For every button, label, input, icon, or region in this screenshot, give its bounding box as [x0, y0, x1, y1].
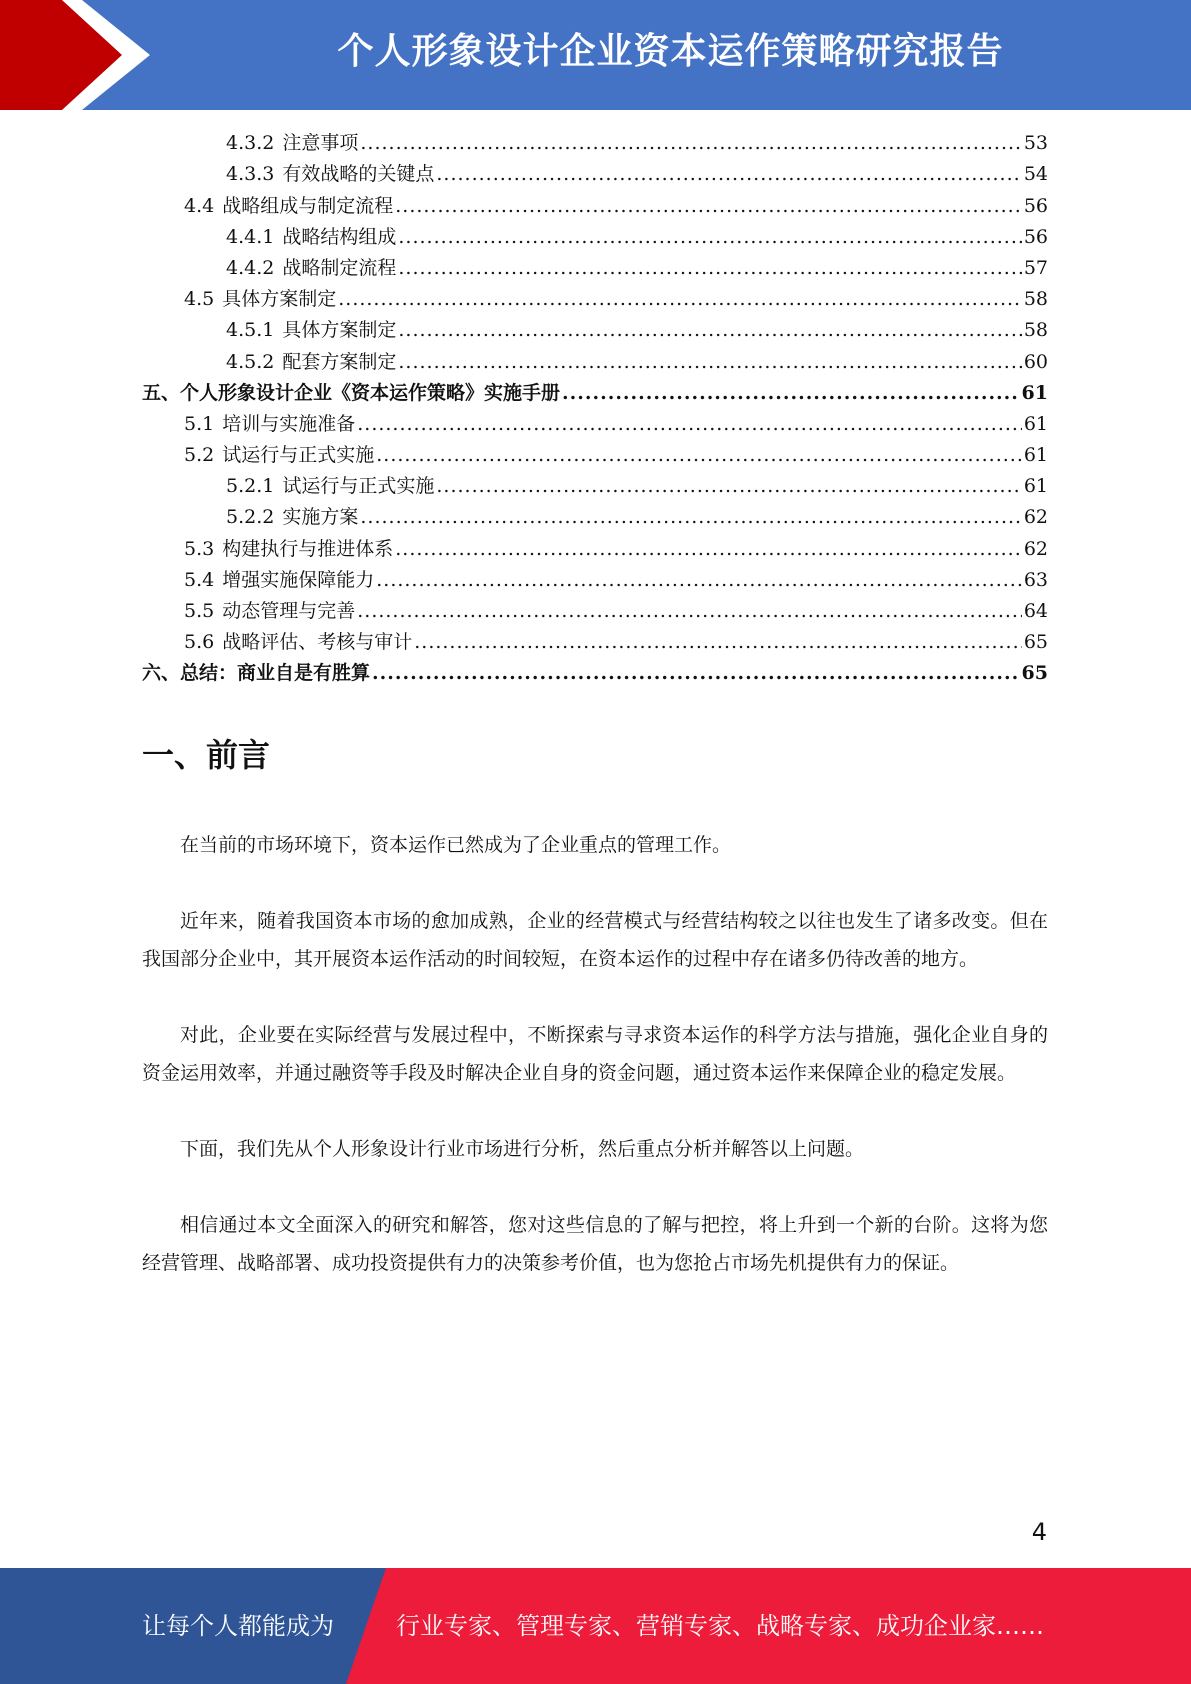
- toc-leader-dots: [395, 191, 1022, 222]
- toc-entry[interactable]: [142, 440, 1048, 471]
- toc-entry[interactable]: [142, 471, 1048, 502]
- toc-entry-number: 5.2: [184, 444, 215, 467]
- toc-leader-dots: [376, 565, 1022, 596]
- toc-leader-dots: [414, 627, 1022, 658]
- toc-entry-number: 4.4: [184, 194, 215, 217]
- toc-entry-page: 61: [1023, 444, 1048, 467]
- toc-entry-number: 4.3.2: [226, 132, 275, 155]
- toc-entry-page: 56: [1023, 194, 1048, 217]
- toc-entry[interactable]: [142, 596, 1048, 627]
- toc-entry[interactable]: [142, 315, 1048, 346]
- toc-entry-title: 具体方案制定: [222, 288, 337, 311]
- toc-entry-title: 构建执行与推进体系: [222, 537, 394, 560]
- toc-entry-title: 增强实施保障能力: [222, 568, 375, 591]
- footer-banner: [0, 1568, 1191, 1684]
- toc-entry-number: 4.4.1: [226, 225, 275, 248]
- toc-entry-title: 五、个人形象设计企业《资本运作策略》实施手册: [142, 381, 561, 404]
- toc-entry-number: 5.2.1: [226, 475, 275, 498]
- toc-entry-page: 61: [1021, 381, 1048, 404]
- toc-entry-title: 培训与实施准备: [222, 412, 356, 435]
- toc-entry-page: 65: [1023, 631, 1048, 654]
- toc-entry[interactable]: [142, 409, 1048, 440]
- toc-leader-dots: [395, 534, 1022, 565]
- toc-entry-number: 4.4.2: [226, 256, 275, 279]
- toc-entry-page: 60: [1023, 350, 1048, 373]
- toc-entry-title: 具体方案制定: [282, 319, 397, 342]
- toc-entry-title: 试运行与正式实施: [222, 444, 375, 467]
- toc-entry[interactable]: [142, 253, 1048, 284]
- toc-entry-title: 注意事项: [282, 132, 359, 155]
- paragraph: 对此，企业要在实际经营与发展过程中，不断探索与寻求资本运作的科学方法与措施，强化企业自身的资金运用效率，并通过融资等手段及时解决企业自身的资金问题，通过资本运作来保障企业的稳定发展。: [142, 1024, 1048, 1084]
- toc-entry[interactable]: [142, 284, 1048, 315]
- toc-leader-dots: [376, 440, 1022, 471]
- toc-leader-dots: [398, 347, 1021, 378]
- toc-entry-title: 战略组成与制定流程: [222, 194, 394, 217]
- section-heading: 一、前言: [142, 736, 271, 774]
- toc-entry[interactable]: [142, 346, 1048, 377]
- toc-leader-dots: [398, 253, 1021, 284]
- toc-entry-title: 动态管理与完善: [222, 600, 356, 622]
- toc-entry[interactable]: [142, 378, 1048, 409]
- paragraph: 相信通过本文全面深入的研究和解答，您对这些信息的了解与把控，将上升到一个新的台阶。这将为您经营管理、战略部署、成功投资提供有力的决策参考价值，也为您抢占市场先机提供有力的保证。: [142, 1214, 1048, 1274]
- toc-entry-page: 64: [1023, 600, 1048, 622]
- toc-leader-dots: [398, 222, 1021, 253]
- toc-entry-page: 65: [1021, 662, 1048, 685]
- toc-leader-dots: [360, 502, 1021, 533]
- toc-leader-dots: [436, 471, 1021, 502]
- paragraph: 下面，我们先从个人形象设计行业市场进行分析，然后重点分析并解答以上问题。: [180, 1138, 865, 1160]
- paragraph: 近年来，随着我国资本市场的愈加成熟，企业的经营模式与经营结构较之以往也发生了诸多改变。但在我国部分企业中，其开展资本运作活动的时间较短，在资本运作的过程中存在诸多仍待改善的地方。: [142, 910, 1048, 970]
- toc-entry-page: 53: [1023, 132, 1048, 155]
- toc-entry-number: 5.3: [184, 537, 215, 560]
- toc-entry-title: 六、总结：商业自是有胜算: [142, 662, 371, 685]
- toc-entry-page: 58: [1023, 319, 1048, 342]
- toc-leader-dots: [360, 128, 1021, 159]
- toc-leader-dots: [338, 284, 1022, 315]
- toc-entry-page: 62: [1023, 537, 1048, 560]
- section-body: [142, 826, 1048, 1320]
- toc-entry-title: 战略制定流程: [282, 256, 397, 279]
- toc-leader-dots: [398, 315, 1021, 346]
- toc-entry-number: 4.5: [184, 288, 215, 311]
- toc-entry-page: 62: [1023, 506, 1048, 529]
- toc-entry[interactable]: [142, 159, 1048, 190]
- toc-entry-number: 5.2.2: [226, 506, 275, 529]
- toc-entry-number: 5.6: [184, 631, 215, 654]
- toc-entry-page: 57: [1023, 256, 1048, 279]
- toc-leader-dots: [357, 409, 1022, 440]
- toc-entry-number: 5.5: [184, 600, 215, 622]
- toc-leader-dots: [436, 159, 1021, 190]
- toc-entry[interactable]: [142, 190, 1048, 221]
- footer-slogan-right: 行业专家、管理专家、营销专家、战略专家、成功企业家……: [396, 1612, 1044, 1640]
- header-banner: [0, 0, 1191, 110]
- paragraph: 在当前的市场环境下，资本运作已然成为了企业重点的管理工作。: [180, 834, 732, 856]
- toc-entry[interactable]: [142, 502, 1048, 533]
- toc-leader-dots: [357, 596, 1022, 627]
- toc-entry-title: 实施方案: [282, 506, 359, 529]
- toc-entry-title: 有效战略的关键点: [282, 163, 435, 186]
- toc-entry-title: 战略结构组成: [282, 225, 397, 248]
- toc-entry-page: 63: [1023, 568, 1048, 591]
- toc-entry[interactable]: [142, 627, 1048, 658]
- toc-entry-title: 试运行与正式实施: [282, 475, 435, 498]
- toc-entry-page: 56: [1023, 225, 1048, 248]
- toc-entry[interactable]: [142, 658, 1048, 689]
- toc-entry-page: 54: [1023, 163, 1048, 186]
- toc-entry-number: 5.4: [184, 568, 215, 591]
- toc-entry-number: 4.3.3: [226, 163, 275, 186]
- toc-entry-page: 61: [1023, 475, 1048, 498]
- toc-entry-title: 配套方案制定: [282, 350, 397, 373]
- toc-entry[interactable]: [142, 222, 1048, 253]
- footer-slogan-left: 让每个人都能成为: [142, 1612, 334, 1640]
- toc-entry-title: 战略评估、考核与审计: [222, 631, 413, 654]
- toc-entry-number: 5.1: [184, 412, 215, 435]
- toc-entry[interactable]: [142, 533, 1048, 564]
- toc-entry-number: 4.5.1: [226, 319, 275, 342]
- toc-entry-page: 61: [1023, 412, 1048, 435]
- toc-entry[interactable]: [142, 128, 1048, 159]
- table-of-contents: [142, 128, 1048, 689]
- toc-entry-number: 4.5.2: [226, 350, 275, 373]
- toc-entry[interactable]: [142, 565, 1048, 596]
- toc-leader-dots: [372, 658, 1020, 689]
- toc-entry-page: 58: [1023, 288, 1048, 311]
- page-number: 4: [1031, 1518, 1047, 1546]
- toc-leader-dots: [562, 378, 1020, 409]
- document-title: 个人形象设计企业资本运作策略研究报告: [337, 31, 1004, 72]
